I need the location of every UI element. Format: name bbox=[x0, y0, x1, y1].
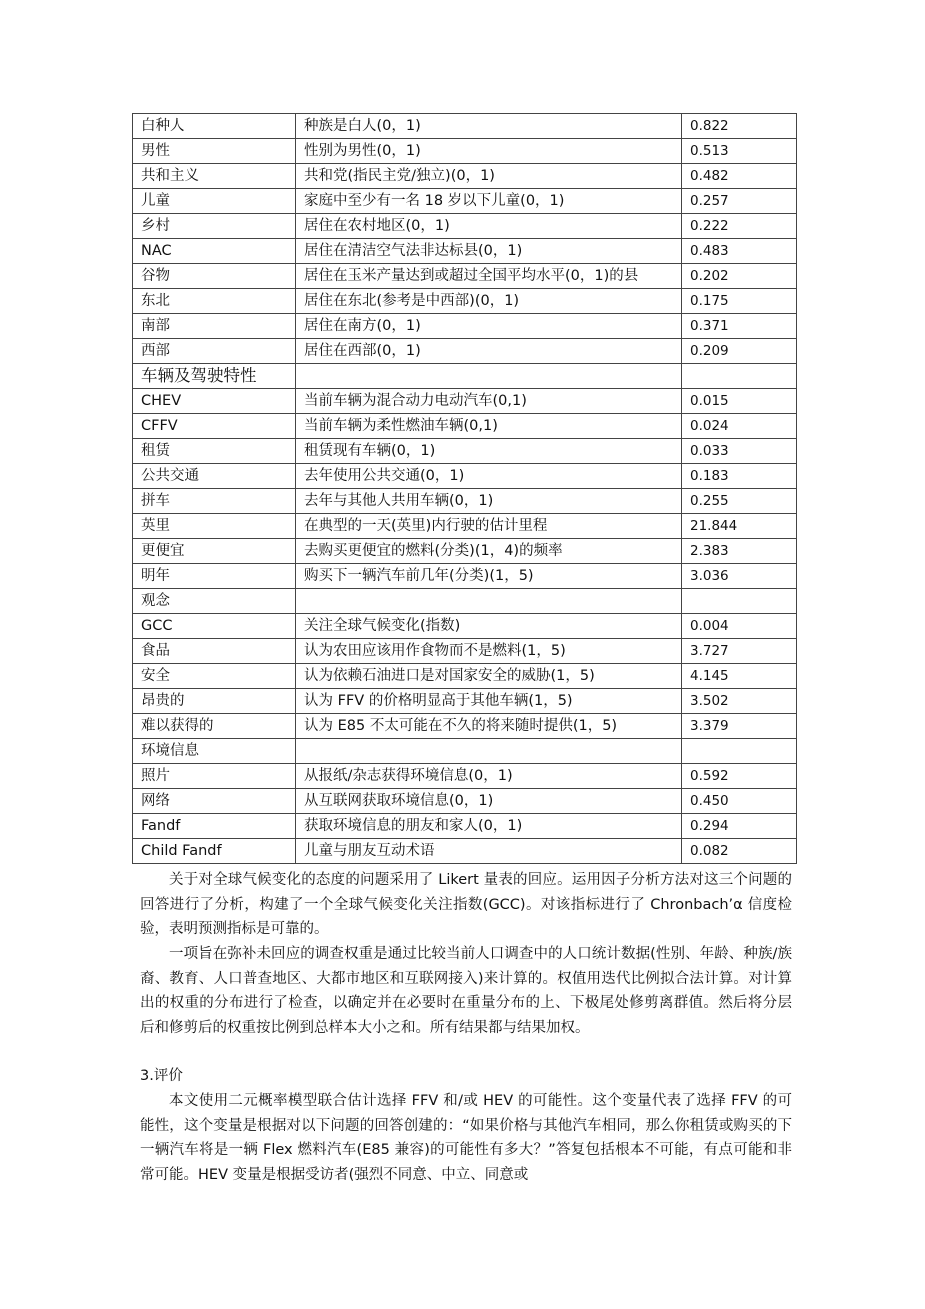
table-row bbox=[133, 814, 797, 839]
variable-description-cell: 从互联网获取环境信息(0，1) bbox=[296, 789, 682, 814]
variable-mean-cell: 0.015 bbox=[682, 389, 797, 414]
table-row bbox=[133, 489, 797, 514]
variable-name-cell: 儿童 bbox=[133, 189, 296, 214]
variable-name-cell: 西部 bbox=[133, 339, 296, 364]
variable-mean-cell bbox=[682, 739, 797, 764]
table-row bbox=[133, 739, 797, 764]
table-row bbox=[133, 464, 797, 489]
variable-description-cell: 认为农田应该用作食物而不是燃料(1，5) bbox=[296, 639, 682, 664]
variable-description-cell: 居住在玉米产量达到或超过全国平均水平(0，1)的县 bbox=[296, 264, 682, 289]
variable-name-cell: Child Fandf bbox=[133, 839, 296, 864]
variable-description-cell bbox=[296, 589, 682, 614]
variable-mean-cell: 0.202 bbox=[682, 264, 797, 289]
variable-description-cell: 共和党(指民主党/独立)(0，1) bbox=[296, 164, 682, 189]
variable-mean-cell: 0.175 bbox=[682, 289, 797, 314]
variable-description-cell: 去购买更便宜的燃料(分类)(1，4)的频率 bbox=[296, 539, 682, 564]
table-row bbox=[133, 389, 797, 414]
variable-mean-cell: 0.822 bbox=[682, 114, 797, 139]
table-row bbox=[133, 189, 797, 214]
variable-mean-cell: 3.036 bbox=[682, 564, 797, 589]
table-row bbox=[133, 514, 797, 539]
variable-description-cell: 从报纸/杂志获得环境信息(0，1) bbox=[296, 764, 682, 789]
variable-mean-cell: 3.502 bbox=[682, 689, 797, 714]
variable-description-cell: 居住在清洁空气法非达标县(0，1) bbox=[296, 239, 682, 264]
table-row bbox=[133, 689, 797, 714]
table-row bbox=[133, 114, 797, 139]
variable-description-cell: 在典型的一天(英里)内行驶的估计里程 bbox=[296, 514, 682, 539]
variable-description-cell: 认为 FFV 的价格明显高于其他车辆(1，5) bbox=[296, 689, 682, 714]
variable-mean-cell: 0.255 bbox=[682, 489, 797, 514]
section-heading-evaluation: 3.评价 bbox=[140, 1068, 183, 1084]
variable-name-cell: GCC bbox=[133, 614, 296, 639]
variable-description-cell bbox=[296, 739, 682, 764]
variable-mean-cell: 3.727 bbox=[682, 639, 797, 664]
variable-description-cell: 儿童与朋友互动术语 bbox=[296, 839, 682, 864]
variable-description-cell: 种族是白人(0，1) bbox=[296, 114, 682, 139]
variable-mean-cell: 0.033 bbox=[682, 439, 797, 464]
variable-description-cell: 居住在南方(0，1) bbox=[296, 314, 682, 339]
variable-mean-cell: 21.844 bbox=[682, 514, 797, 539]
variable-name-cell: 谷物 bbox=[133, 264, 296, 289]
table-row bbox=[133, 639, 797, 664]
variable-description-cell: 当前车辆为混合动力电动汽车(0,1) bbox=[296, 389, 682, 414]
variable-mean-cell: 0.513 bbox=[682, 139, 797, 164]
table-row bbox=[133, 789, 797, 814]
table-row bbox=[133, 314, 797, 339]
variable-name-cell: 公共交通 bbox=[133, 464, 296, 489]
paragraph-survey-weights: 一项旨在弥补未回应的调查权重是通过比较当前人口调查中的人口统计数据(性别、年龄、种族/族裔、教育、人口普查地区、大都市地区和互联网接入)来计算的。权值用迭代比例拟合法计算。对计算出的权重的分布进行了检查，以确定并在必要时在重量分布的上、下极尾处修剪离群值。然后将分层后和修剪后的权重按比例到总样本大小之和。所有结果都与结果加权。 bbox=[140, 946, 792, 1036]
variable-name-cell: 难以获得的 bbox=[133, 714, 296, 739]
variable-mean-cell: 4.145 bbox=[682, 664, 797, 689]
variable-mean-cell bbox=[682, 364, 797, 389]
variable-description-cell: 租赁现有车辆(0，1) bbox=[296, 439, 682, 464]
variable-mean-cell: 0.257 bbox=[682, 189, 797, 214]
variables-table bbox=[132, 113, 797, 864]
variable-mean-cell: 0.004 bbox=[682, 614, 797, 639]
table-row bbox=[133, 214, 797, 239]
variable-mean-cell: 0.450 bbox=[682, 789, 797, 814]
paragraph-gcc-index: 关于对全球气候变化的态度的问题采用了 Likert 量表的回应。运用因子分析方法对这三个问题的回答进行了分析，构建了一个全球气候变化关注指数(GCC)。对该指标进行了 Chronbach’α 信度检验，表明预测指标是可靠的。 bbox=[140, 872, 792, 937]
variable-name-cell: 拼车 bbox=[133, 489, 296, 514]
variable-mean-cell: 0.183 bbox=[682, 464, 797, 489]
variable-name-cell: 食品 bbox=[133, 639, 296, 664]
variable-description-cell: 居住在西部(0，1) bbox=[296, 339, 682, 364]
table-row bbox=[133, 564, 797, 589]
variable-mean-cell bbox=[682, 589, 797, 614]
table-row bbox=[133, 539, 797, 564]
variable-name-cell: 环境信息 bbox=[133, 739, 296, 764]
variable-name-cell: CFFV bbox=[133, 414, 296, 439]
variable-mean-cell: 0.209 bbox=[682, 339, 797, 364]
table-row bbox=[133, 614, 797, 639]
table-row bbox=[133, 264, 797, 289]
variable-description-cell: 去年与其他人共用车辆(0，1) bbox=[296, 489, 682, 514]
variable-name-cell: 明年 bbox=[133, 564, 296, 589]
table-row bbox=[133, 414, 797, 439]
variable-mean-cell: 0.082 bbox=[682, 839, 797, 864]
variable-mean-cell: 3.379 bbox=[682, 714, 797, 739]
variable-name-cell: 网络 bbox=[133, 789, 296, 814]
table-row bbox=[133, 839, 797, 864]
variable-name-cell: 南部 bbox=[133, 314, 296, 339]
variable-name-cell: 车辆及驾驶特性 bbox=[133, 364, 296, 389]
variable-name-cell: 英里 bbox=[133, 514, 296, 539]
variable-description-cell: 购买下一辆汽车前几年(分类)(1，5) bbox=[296, 564, 682, 589]
variable-description-cell: 当前车辆为柔性燃油车辆(0,1) bbox=[296, 414, 682, 439]
variable-description-cell: 性别为男性(0，1) bbox=[296, 139, 682, 164]
table-row bbox=[133, 139, 797, 164]
table-row bbox=[133, 164, 797, 189]
variable-description-cell: 认为 E85 不太可能在不久的将来随时提供(1，5) bbox=[296, 714, 682, 739]
variable-mean-cell: 0.592 bbox=[682, 764, 797, 789]
variable-description-cell: 去年使用公共交通(0，1) bbox=[296, 464, 682, 489]
variable-mean-cell: 0.294 bbox=[682, 814, 797, 839]
variable-name-cell: 照片 bbox=[133, 764, 296, 789]
variable-description-cell: 家庭中至少有一名 18 岁以下儿童(0，1) bbox=[296, 189, 682, 214]
variable-name-cell: 男性 bbox=[133, 139, 296, 164]
variable-name-cell: Fandf bbox=[133, 814, 296, 839]
table-row bbox=[133, 764, 797, 789]
paragraph-evaluation: 本文使用二元概率模型联合估计选择 FFV 和/或 HEV 的可能性。这个变量代表了选择 FFV 的可能性，这个变量是根据对以下问题的回答创建的：“如果价格与其他汽车相同，那么你租赁或购买的下一辆汽车将是一辆 Flex 燃料汽车(E85 兼容)的可能性有多大？”答复包括根本不可能，有点可能和非常可能。HEV 变量是根据受访者(强烈不同意、中立、同意或 bbox=[140, 1093, 792, 1183]
table-row bbox=[133, 239, 797, 264]
variable-name-cell: NAC bbox=[133, 239, 296, 264]
variable-mean-cell: 0.024 bbox=[682, 414, 797, 439]
variable-name-cell: 乡村 bbox=[133, 214, 296, 239]
variable-mean-cell: 0.222 bbox=[682, 214, 797, 239]
variable-name-cell: 昂贵的 bbox=[133, 689, 296, 714]
table-row bbox=[133, 589, 797, 614]
variable-name-cell: 安全 bbox=[133, 664, 296, 689]
variable-description-cell: 获取环境信息的朋友和家人(0，1) bbox=[296, 814, 682, 839]
variables-table-body bbox=[133, 114, 797, 864]
table-row bbox=[133, 364, 797, 389]
variable-name-cell: CHEV bbox=[133, 389, 296, 414]
variable-description-cell: 关注全球气候变化(指数) bbox=[296, 614, 682, 639]
variable-name-cell: 观念 bbox=[133, 589, 296, 614]
table-row bbox=[133, 664, 797, 689]
table-row bbox=[133, 714, 797, 739]
variable-mean-cell: 2.383 bbox=[682, 539, 797, 564]
table-row bbox=[133, 439, 797, 464]
variable-name-cell: 东北 bbox=[133, 289, 296, 314]
variable-mean-cell: 0.482 bbox=[682, 164, 797, 189]
variable-mean-cell: 0.483 bbox=[682, 239, 797, 264]
variable-description-cell: 居住在农村地区(0，1) bbox=[296, 214, 682, 239]
variable-mean-cell: 0.371 bbox=[682, 314, 797, 339]
variable-name-cell: 租赁 bbox=[133, 439, 296, 464]
variable-name-cell: 白种人 bbox=[133, 114, 296, 139]
table-row bbox=[133, 339, 797, 364]
variable-name-cell: 共和主义 bbox=[133, 164, 296, 189]
variable-description-cell: 居住在东北(参考是中西部)(0，1) bbox=[296, 289, 682, 314]
variable-description-cell: 认为依赖石油进口是对国家安全的威胁(1，5) bbox=[296, 664, 682, 689]
variable-name-cell: 更便宜 bbox=[133, 539, 296, 564]
table-row bbox=[133, 289, 797, 314]
variable-description-cell bbox=[296, 364, 682, 389]
